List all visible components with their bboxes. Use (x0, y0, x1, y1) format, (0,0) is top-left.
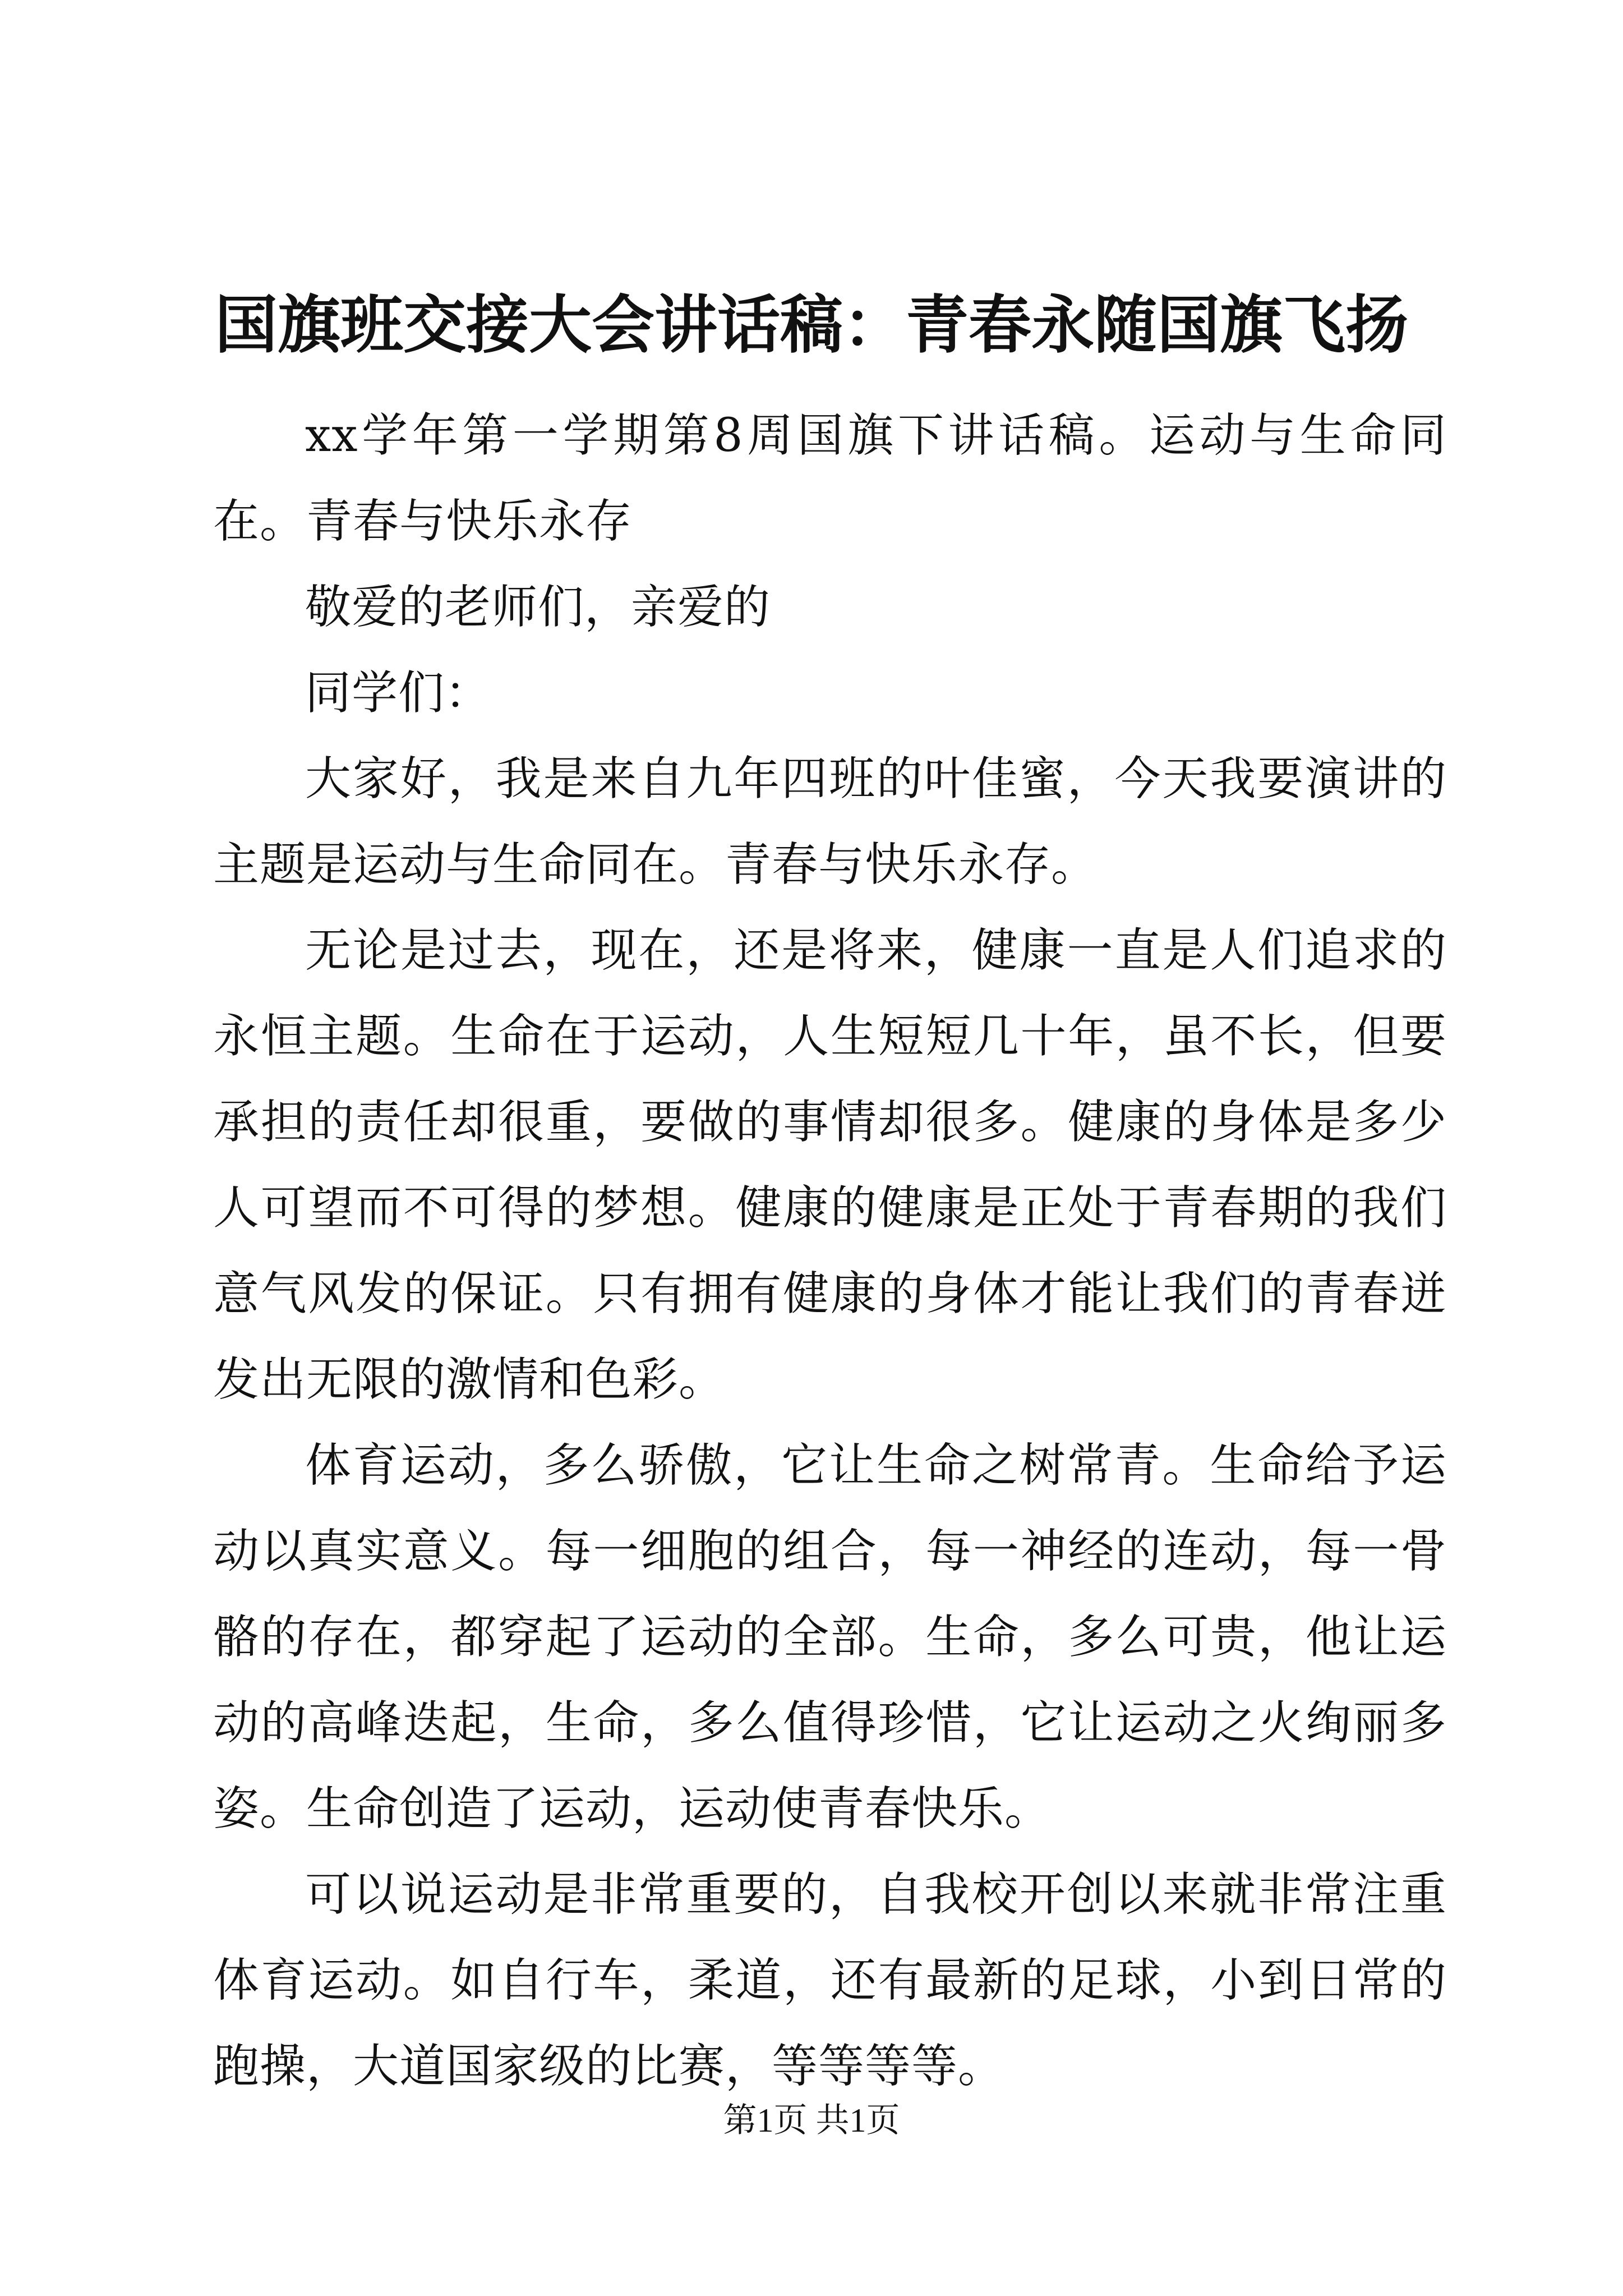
paragraph: 敬爱的老师们，亲爱的 (305, 581, 771, 634)
paragraph: 同学们： (305, 666, 492, 720)
paragraph: xx学年第一学期第8周国旗下讲话稿。运动与生命同在。青春与快乐永存 (213, 409, 1447, 548)
document-body (213, 393, 1447, 2109)
paragraph: 体育运动，多么骄傲，它让生命之树常青。生命给予运动以真实意义。每一细胞的组合，每一神经的连动，每一骨骼的存在，都穿起了运动的全部。生命，多么可贵，他让运动的高峰迭起，生命，多么值得珍惜，它让运动之火绚丽多姿。生命创造了运动，运动使青春快乐。 (213, 1439, 1447, 1835)
paragraph: 可以说运动是非常重要的，自我校开创以来就非常注重体育运动。如自行车，柔道，还有最新的足球，小到日常的跑操，大道国家级的比赛，等等等等。 (213, 1868, 1447, 2093)
paragraph: 无论是过去，现在，还是将来，健康一直是人们追求的永恒主题。生命在于运动，人生短短几十年，虽不长，但要承担的责任却很重，要做的事情却很多。健康的身体是多少人可望而不可得的梦想。健康的健康是正处于青春期的我们意气风发的保证。只有拥有健康的身体才能让我们的青春迸发出无限的激情和色彩。 (213, 924, 1447, 1406)
document-title: 国旗班交接大会讲话稿：青春永随国旗飞扬 (215, 288, 1408, 362)
paragraph: 大家好，我是来自九年四班的叶佳蜜，今天我要演讲的主题是运动与生命同在。青春与快乐永存。 (213, 752, 1447, 891)
page-footer: 第1页 共1页 (723, 2102, 900, 2139)
